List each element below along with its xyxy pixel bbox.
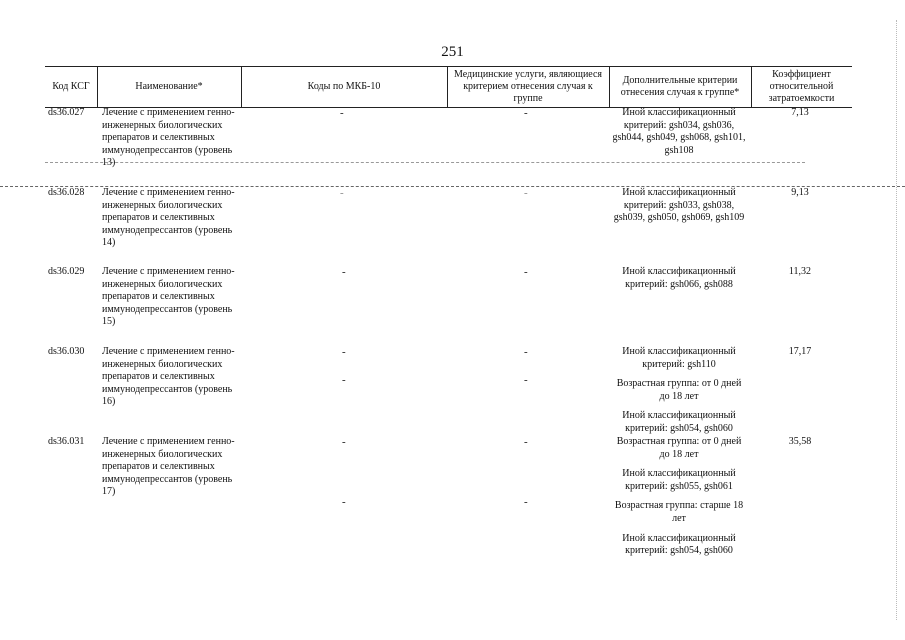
row-mkb: - [340, 107, 344, 119]
row-criteria [612, 346, 746, 443]
criteria-item: Иной классификационный критерий: gsh054, gsh060 [622, 532, 736, 557]
header-code: Код КСГ [52, 81, 90, 92]
row-mkb: - [340, 187, 344, 199]
row-mkb: - [342, 346, 346, 358]
row-criteria [612, 107, 746, 164]
row-services: - [524, 496, 528, 508]
row-mkb: - [342, 266, 346, 278]
criteria-item: Возрастная группа: от 0 дней до 18 лет [616, 378, 742, 402]
header-criteria: Дополнительные критерии отнесения случая к группе* [620, 75, 740, 98]
row-services: - [524, 187, 528, 199]
criteria-item: Иной классификационный критерий: gsh110 [622, 346, 736, 370]
row-name: Лечение с применением генно-инженерных биологических препаратов и селективных иммунодепрессантов (уровень 14) [102, 187, 235, 249]
row-coef: 11,32 [788, 266, 812, 277]
row-code: ds36.030 [48, 346, 85, 357]
criteria-item: Иной классификационный критерий: gsh066, gsh088 [622, 266, 736, 290]
row-criteria [612, 187, 746, 232]
row-coef: 7,13 [791, 107, 809, 118]
row-code: ds36.031 [48, 436, 85, 447]
criteria-item: Возрастная группа: от 0 дней до 18 лет [616, 436, 742, 460]
table-header [45, 66, 852, 108]
row-coef: 17,17 [788, 346, 812, 357]
row-name: Лечение с применением генно-инженерных биологических препаратов и селективных иммунодепрессантов (уровень 13) [102, 107, 235, 169]
criteria-item: Возрастная группа: старше 18 лет [614, 500, 744, 524]
row-services: - [524, 346, 528, 358]
row-name: Лечение с применением генно-инженерных биологических препаратов и селективных иммунодепрессантов (уровень 15) [102, 266, 235, 328]
row-name: Лечение с применением генно-инженерных биологических препаратов и селективных иммунодепрессантов (уровень 17) [102, 436, 235, 498]
page-number: 251 [441, 44, 464, 60]
row-mkb: - [342, 436, 346, 448]
criteria-item: Иной классификационный критерий: gsh055, gsh061 [622, 468, 736, 492]
row-mkb: - [342, 496, 346, 508]
header-services: Медицинские услуги, являющиеся критерием отнесения случая к группе [453, 69, 603, 104]
row-services: - [524, 374, 528, 386]
row-code: ds36.029 [48, 266, 85, 277]
criteria-item: Иной классификационный критерий: gsh033, gsh038, gsh039, gsh050, gsh069, gsh109 [613, 187, 745, 224]
criteria-item: Иной классификационный критерий: gsh034, gsh036, gsh044, gsh049, gsh068, gsh101, gsh108 [612, 107, 746, 156]
criteria-item: Иной классификационный критерий: gsh054, gsh060 [622, 410, 736, 434]
row-coef: 35,58 [788, 436, 812, 447]
header-mkb: Коды по МКБ-10 [307, 81, 381, 92]
row-mkb: - [342, 374, 346, 386]
row-code: ds36.027 [48, 107, 85, 118]
row-services: - [524, 107, 528, 119]
row-criteria [612, 436, 746, 565]
row-coef: 9,13 [791, 187, 809, 198]
row-criteria [612, 266, 746, 298]
header-coef: Коэффициент относительной затратоемкости [768, 69, 835, 104]
row-name: Лечение с применением генно-инженерных биологических препаратов и селективных иммунодепрессантов (уровень 16) [102, 346, 235, 408]
scan-edge-artifact [895, 20, 897, 620]
header-name: Наименование* [135, 81, 203, 92]
row-services: - [524, 266, 528, 278]
row-code: ds36.028 [48, 187, 85, 198]
row-services: - [524, 436, 528, 448]
